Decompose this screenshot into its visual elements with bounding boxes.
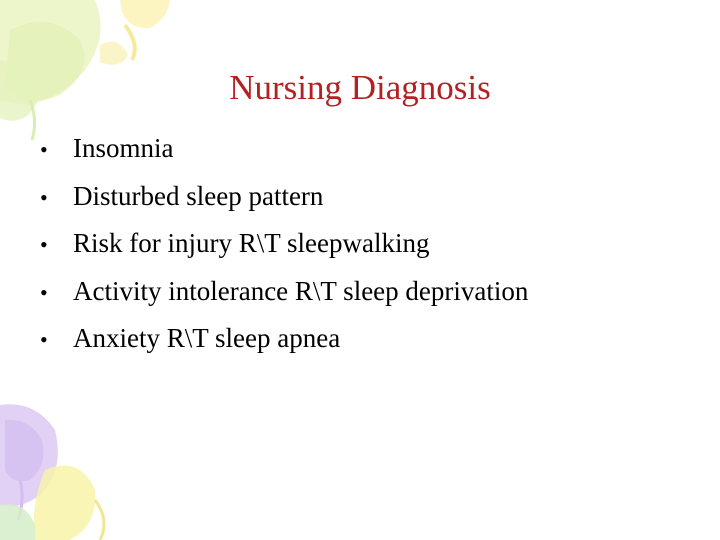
slide-title: [0, 66, 720, 110]
bullet-icon: •: [40, 232, 48, 257]
list-item: [40, 323, 528, 371]
bullet-icon: •: [40, 279, 48, 305]
slide-title-text: Nursing Diagnosis: [229, 68, 491, 107]
list-item: [40, 181, 528, 229]
list-item: [40, 276, 528, 324]
bullet-text: Activity intolerance R\T sleep deprivation: [73, 275, 529, 306]
bullet-text: Disturbed sleep pattern: [73, 180, 324, 211]
bullet-text: Risk for injury R\T sleepwalking: [73, 228, 430, 258]
bottom-balloons-icon: [0, 404, 104, 540]
bullet-icon: •: [40, 137, 48, 162]
bullet-text: Insomnia: [73, 133, 174, 163]
bullet-list: [40, 133, 528, 371]
bullet-text: Anxiety R\T sleep apnea: [73, 323, 341, 353]
bullet-icon: •: [40, 327, 48, 352]
list-item: [40, 133, 528, 181]
bullet-icon: •: [40, 184, 48, 210]
list-item: [40, 228, 528, 276]
